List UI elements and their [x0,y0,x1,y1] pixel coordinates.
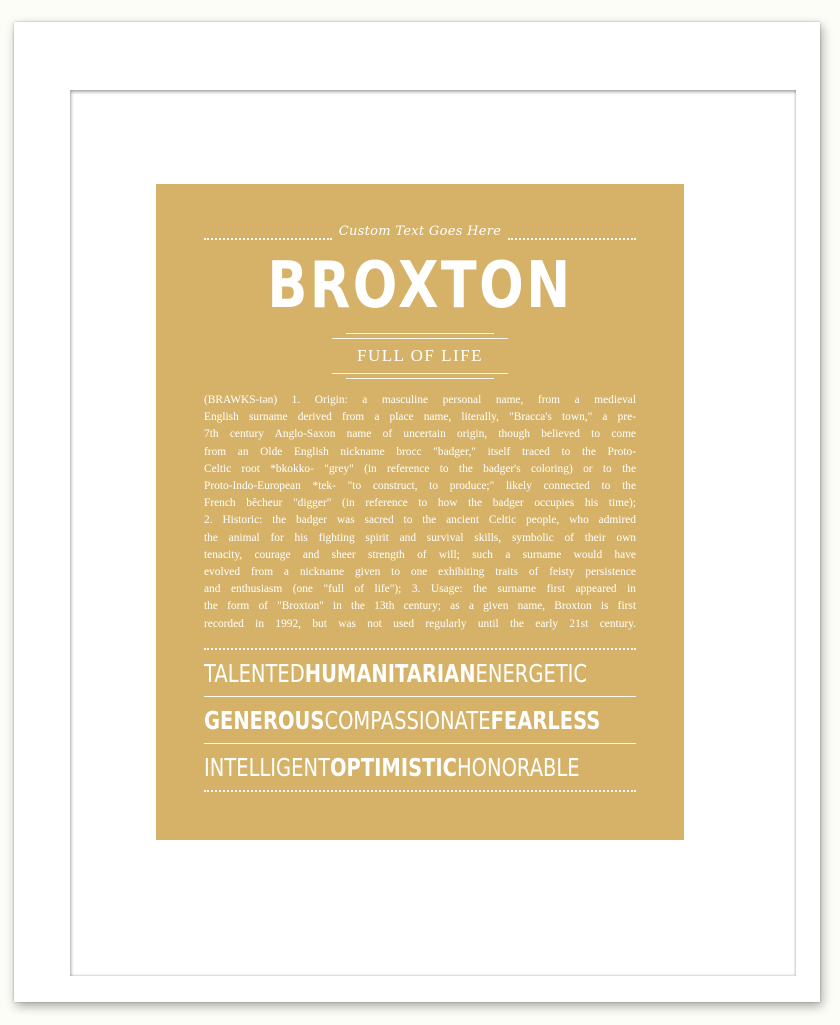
name-title: BROXTON [267,249,573,323]
definition-line: (BRAWKS-tən) 1. Origin: a masculine personal name, from a medieval [204,394,636,406]
name-print [156,184,684,840]
custom-text: Custom Text Goes Here [338,224,502,239]
definition-line: 2. Historic: the badger was sacred to the ancient Celtic people, who admired [204,514,636,527]
traits-dotted-rule-bottom [204,790,636,792]
definition-line: the form of "Broxton" in the 13th century; as a given name, Broxton is first [204,600,636,613]
traits-row-2 [204,704,636,738]
name-underline-1 [346,333,494,334]
trait-word: GENEROUS [204,706,325,735]
traits-row-3 [204,751,636,785]
trait-word: COMPASSIONATE [324,706,491,735]
traits-dotted-rule-top [204,648,636,650]
name-underline-2 [332,338,508,339]
trait-word: INTELLIGENT [204,753,330,782]
name-meaning: FULL OF LIFE [357,346,483,365]
meaning-underline-2 [346,378,494,379]
traits-divider-1 [204,696,636,697]
meaning-underline-1 [332,373,508,374]
trait-word: HONORABLE [456,753,580,782]
trait-word: HUMANITARIAN [304,659,476,688]
definition-line: 7th century Anglo-Saxon name of uncertain origin, though believed to come [204,428,636,441]
trait-word: ENERGETIC [475,659,588,688]
definition-line: and enthusiasm (one "full of life"); 3. Usage: the surname first appeared in [204,583,636,596]
traits-divider-2 [204,743,636,744]
name-definition [204,392,636,633]
trait-word: OPTIMISTIC [329,753,457,782]
traits-row-1 [204,657,636,691]
trait-word: TALENTED [204,659,305,688]
definition-line: the animal for his fighting spirit and survival skills, symbolic of their own [204,531,636,544]
header-dotted-rule-right [508,238,636,240]
definition-line: tenacity, courage and sheer strength of will; such a surname would have [204,548,636,561]
definition-line: Proto-Indo-European *tek- "to construct, to produce;" likely connected to the [204,480,636,493]
definition-line: French bêcheur "digger" (in reference to how the badger occupies his time); [204,497,636,510]
definition-line: from an Olde English nickname brocc "badger," itself traced to the Proto- [204,445,636,458]
definition-line: English surname derived from a place name, literally, "Bracca's town," a pre- [204,411,636,424]
definition-line: Celtic root *bkokko- "grey" (in reference to the badger's coloring) or to the [204,462,636,475]
definition-line: evolved from a nickname given to one exhibiting traits of feisty persistence [204,566,636,579]
trait-word: FEARLESS [490,706,601,735]
definition-line: recorded in 1992, but was not used regularly until the early 21st century. [204,617,636,630]
